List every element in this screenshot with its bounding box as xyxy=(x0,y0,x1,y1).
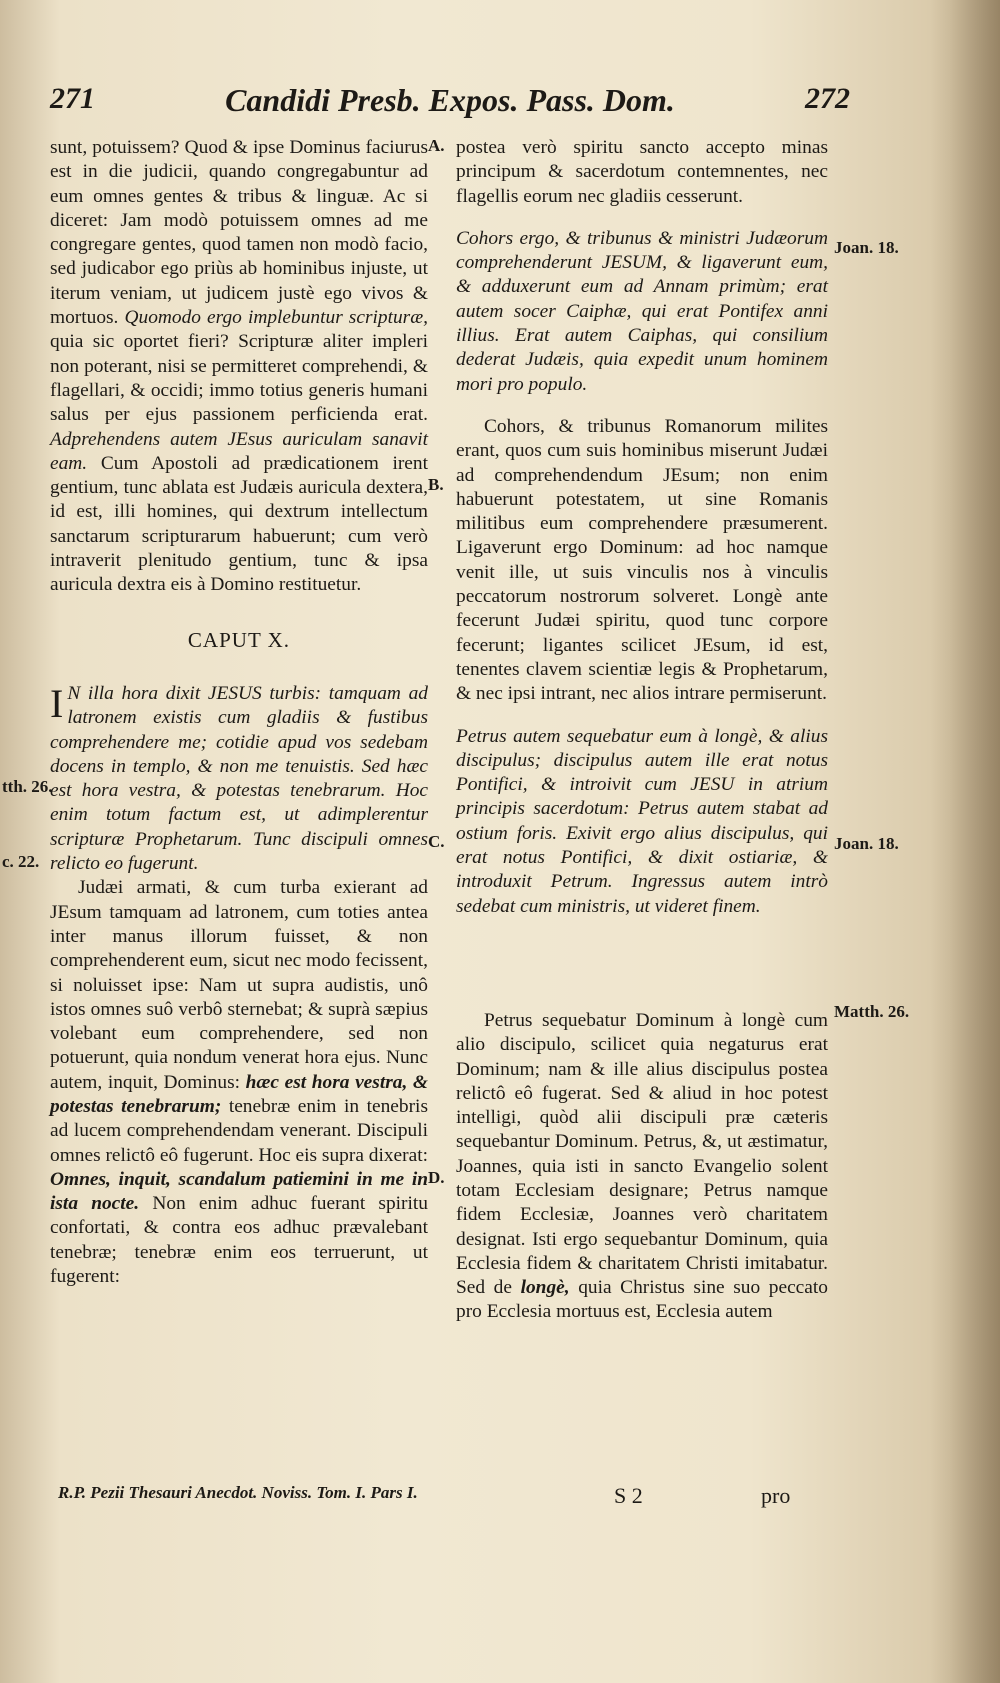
italic-quote: Quomodo ergo implebuntur scripturæ, xyxy=(124,307,428,329)
spacer xyxy=(456,919,828,1009)
italic-quote: hæc est hora vestra, & potestas tenebrarum; xyxy=(50,1071,428,1117)
source-line: R.P. Pezii Thesauri Anecdot. Noviss. Tom. I. Pars I. xyxy=(58,1483,418,1502)
italic-quote: N illa hora dixit JESUS turbis: tamquam ad latronem existis cum gladiis & fustibus comprehendere me; cotidie apud vos sedebam docens in templo, & non me tenuistis. Sed hæc est hora vestra, & potestas tenebrarum. Hoc enim totum factum est, ut adimplerentur scripturæ Prophetarum. Tunc discipuli omnes relicto eo fugerunt. xyxy=(50,682,428,875)
page-number-right: 272 xyxy=(805,82,850,115)
text-run: Non enim adhuc fuerant spiritu confortati, & contra eos adhuc prævalebant tenebræ; tenebræ enim eos terruerunt, ut fugerent: xyxy=(50,1193,428,1288)
section-mark-c: C. xyxy=(428,832,445,851)
italic-quote: longè, xyxy=(520,1277,570,1299)
spacer xyxy=(456,707,828,725)
text-run: sunt, potuissem? Quod & ipse Dominus faciurus est in die judicii, quando congregabuntur ad eum omnes gentes & tribus & linguæ. Ac si diceret: Jam modò potuissem omnes ad me congregare gentes, quod tamen non modò facio, sed judicabor ego priùs ab hominibus injuste, ut iterum veniam, ut judicem justè ego vivos & mortuos. xyxy=(50,137,428,329)
chapter-heading: CAPUT X. xyxy=(187,627,291,652)
spacer xyxy=(456,209,828,227)
left-paragraph-3 xyxy=(50,876,428,1289)
right-column xyxy=(456,136,828,1325)
text-run: quia sic oportet fieri? Scripturæ aliter impleri non poterant, nisi se permitteret comprehendi, & flagellari, & occidi; immo totius generis humani salus per ejus passionem perficienda erat. xyxy=(50,331,428,426)
italic-quote: Adprehendens autem JEsus auriculam sanavit eam. xyxy=(50,428,428,474)
running-title: Candidi Presb. Expos. Pass. Dom. xyxy=(225,82,675,118)
text-run: quia Christus sine suo peccato pro Ecclesia mortuus est, Ecclesia autem xyxy=(456,1277,828,1323)
gospel-quote: Petrus autem sequebatur eum à longè, & alius discipulus; discipulus autem ille erat notus Pontifici, & introivit cum JESU in atrium principis sacerdotum: Petrus autem stabat ad ostium foris. Exivit ergo alius discipulus, qui erat notus Pontifici, & dixit ostiariæ, & introduxit Petrum. Ingressus autem intrò sedebat cum ministris, ut videret finem. xyxy=(456,725,828,917)
italic-quote: Omnes, inquit, scandalum patiemini in me in ista nocte. xyxy=(50,1168,428,1215)
margin-ref-joan-18: Joan. 18. xyxy=(834,238,899,257)
catchword: pro xyxy=(761,1483,791,1508)
text-run: Petrus sequebatur Dominum à longè cum alio discipulo, scilicet quia negaturus erat Dominum; nam & ille alius discipulus postea relictô eô fugerat. Sed & aliud in hoc potest intelligi, quòd alii discipuli præ cæteris sequebantur Dominum. Petrus, &, ut æstimatur, Joannes, quia isti in sancto Evangelio solent totam Ecclesiam designare; Petrus namque fidem Ecclesiæ, Joannes verò charitatem designat. Isti ergo sequebantur Dominum, quia Ecclesia fidem & charitatem Christi imitabatur. Sed de xyxy=(456,1009,828,1299)
left-paragraph-1 xyxy=(50,136,428,598)
drop-cap: I xyxy=(50,680,64,726)
margin-ref-matth-26: tth. 26. xyxy=(2,777,53,796)
margin-ref-matth-26b: Matth. 26. xyxy=(834,1002,910,1021)
text-run: tenebræ enim in tenebris ad lucem comprehendendam venerant. Discipuli omnes relictô eô fugerunt. Hoc eis supra dixerat: xyxy=(50,1095,428,1166)
page-number-left: 271 xyxy=(50,82,95,115)
gospel-quote xyxy=(50,682,428,876)
gospel-quote: Cohors ergo, & tribunus & ministri Judæorum comprehenderunt JESUM, & ligaverunt eum, & adduxerunt eum ad Annam primùm; erat autem socer Caiphæ, qui erat Pontifex anni illius. Erat autem Caiphas, qui consilium dederat Judæis, quia expedit unum hominem mori pro populo. xyxy=(456,227,828,395)
signature-mark: S 2 xyxy=(614,1483,643,1508)
right-paragraph-3: Cohors, & tribunus Romanorum milites erant, quos cum suis hominibus miserunt Judæi ad comprehendendum JEsum; non enim habuerunt potestatem, ut sine Romanis militibus eum comprehendere præsumerent. Ligaverunt ergo Dominum: ad hoc namque venit ille, ut suis vinculis nos à vinculis peccatorum nostrorum solveret. Longè ante fecerunt Judæi spiritu, quod tunc corpore fecerunt; ligantes scilicet JEsum, id est, tenentes clavem scientiæ legis & Prophetarum, & nec ipsi intrant, nec alios intrare permiserunt. xyxy=(456,415,828,705)
text-run: Judæi armati, & cum turba exierant ad JEsum tamquam ad latronem, cum toties antea inter manus illorum fuisset, & non comprehenderent eum, sicut nec modo fecissent, si noluisset ipse: Nam ut supra audistis, unô istos omnes suô verbô sternebat; & suprà sæpius volebant eum comprehendere, sed non potuerunt, quia nondum venerat hora ejus. Nunc autem, inquit, Dominus: xyxy=(50,877,428,1093)
right-paragraph-5 xyxy=(456,1009,828,1325)
right-paragraph-1: postea verò spiritu sancto accepto minas principum & sacerdotum contemnentes, nec flagellis eorum nec gladiis cesserunt. xyxy=(456,137,828,207)
section-mark-d: D. xyxy=(428,1168,445,1187)
margin-ref-22: c. 22. xyxy=(2,852,40,871)
section-mark-b: B. xyxy=(428,475,444,494)
left-column xyxy=(50,136,428,1289)
page-edge-shadow xyxy=(930,0,1000,1683)
text-run: Cum Apostoli ad prædicationem irent gentium, tunc ablata est Judæis auricula dextera, id est, illi homines, qui dextrum intellectum sanctarum scripturarum habuerunt; cum verò intraverit plenitudo gentium, tunc & ipsa auricula dextra eis à Domino restituetur. xyxy=(50,452,428,596)
section-mark-a: A. xyxy=(428,136,445,155)
margin-ref-joan-18b: Joan. 18. xyxy=(834,834,899,853)
page-footer xyxy=(58,1483,848,1513)
page-header xyxy=(50,82,850,132)
spacer xyxy=(456,397,828,415)
